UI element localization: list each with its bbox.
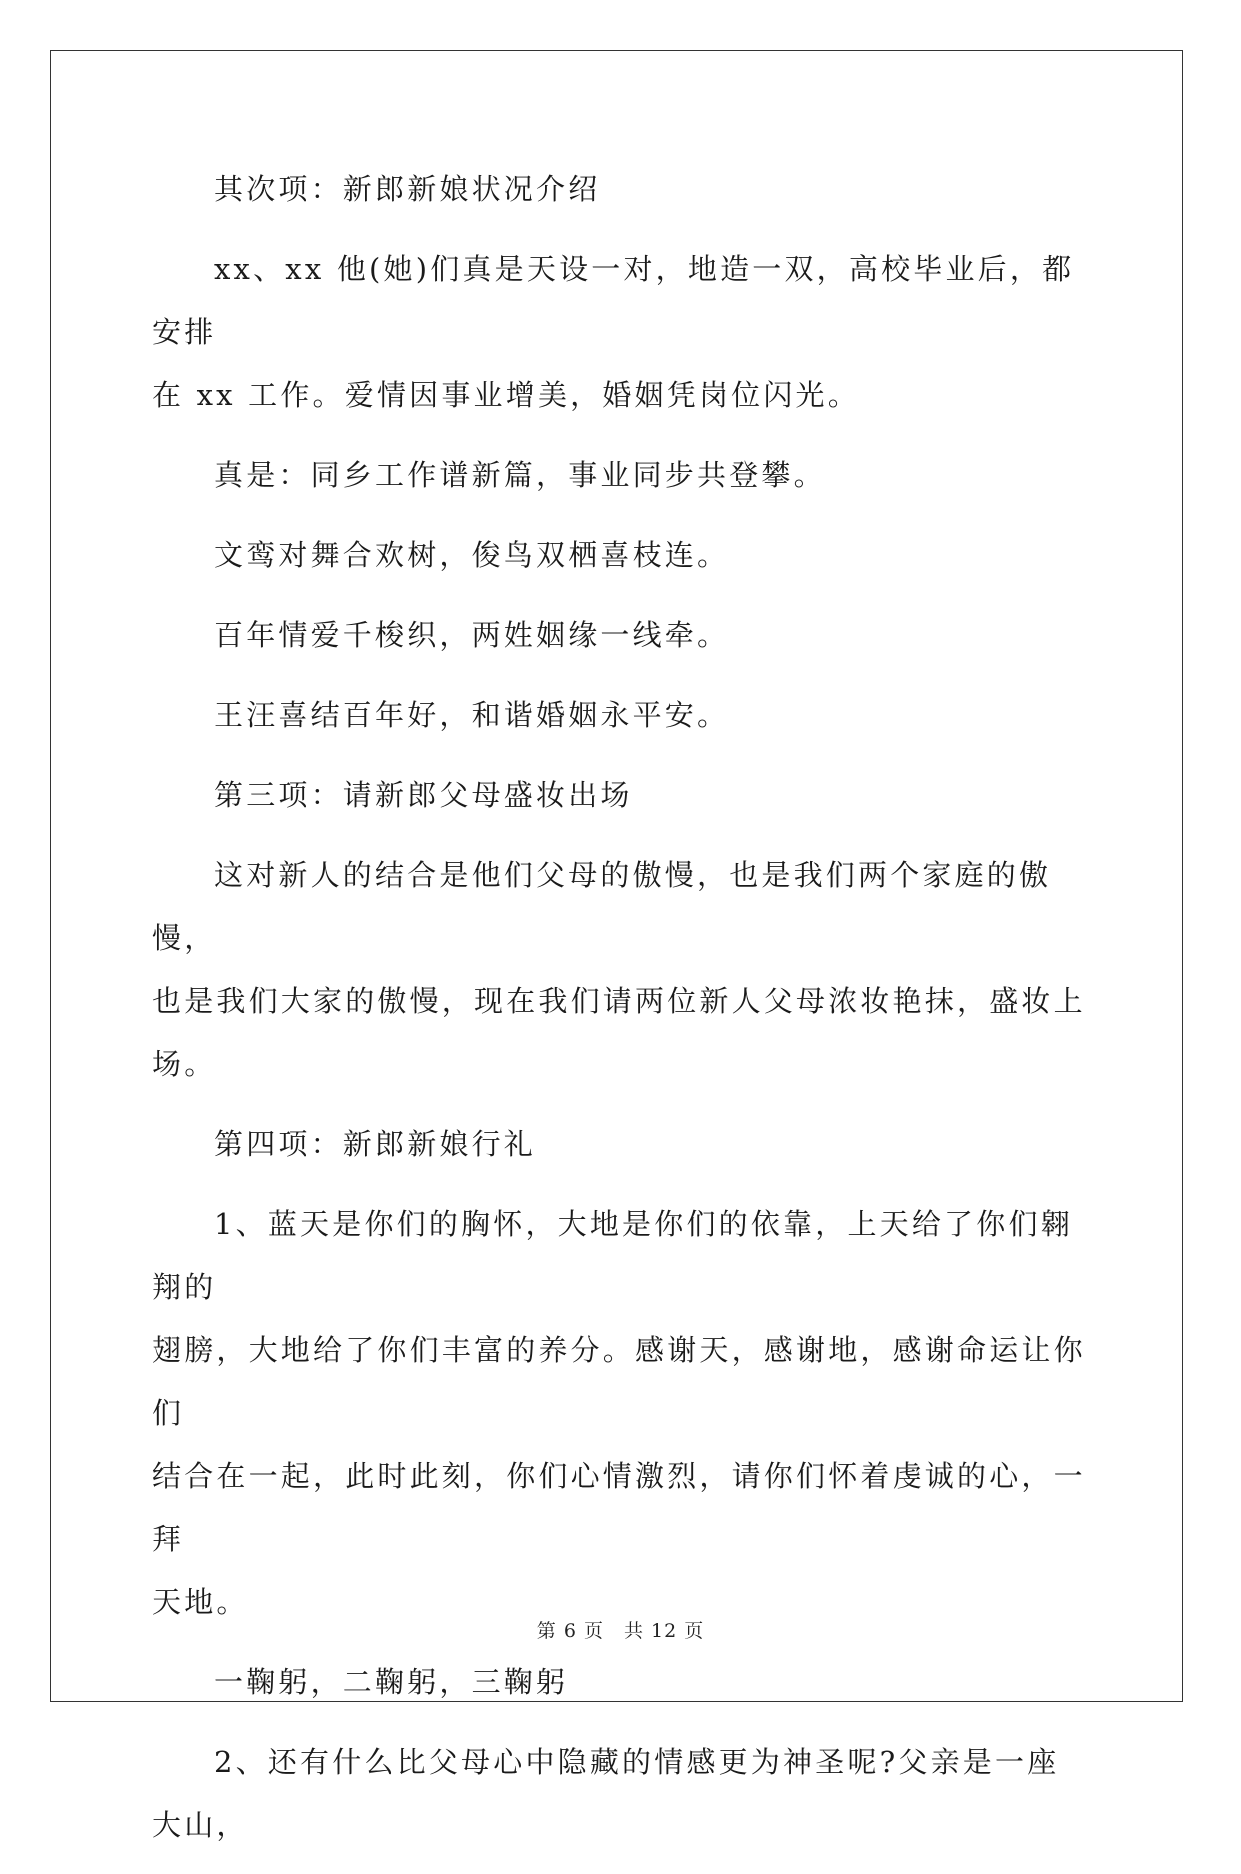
page-number: 第 6 页 共 12 页 — [536, 1620, 705, 1642]
poem-line — [152, 684, 1087, 747]
paragraph-couple-intro — [152, 238, 1087, 427]
text-line: 这对新人的结合是他们父母的傲慢，也是我们两个家庭的傲慢， — [152, 858, 1052, 955]
text-line: 文鸾对舞合欢树，俊鸟双栖喜枝连。 — [214, 538, 730, 572]
poem-line — [152, 444, 1087, 507]
text-line: 翅膀，大地给了你们丰富的养分。感谢天，感谢地，感谢命运让你们 — [152, 1333, 1086, 1430]
text-line: 第四项：新郎新娘行礼 — [214, 1127, 537, 1161]
page-footer — [0, 1616, 1241, 1643]
paragraph-parents-tribute — [152, 1731, 1087, 1857]
text-line: 王汪喜结百年好，和谐婚姻永平安。 — [214, 698, 730, 732]
text-line: 在 xx 工作。爱情因事业增美，婚姻凭岗位闪光。 — [152, 378, 860, 412]
paragraph-parents — [152, 844, 1087, 1096]
heading-section-4 — [152, 1113, 1087, 1176]
heading-section-2 — [152, 158, 1087, 221]
text-line: 1、蓝天是你们的胸怀，大地是你们的依靠，上天给了你们翱翔的 — [152, 1207, 1073, 1304]
paragraph-bows — [152, 1651, 1087, 1714]
text-line: 天地。 — [152, 1585, 249, 1619]
text-line: 第三项：请新郎父母盛妆出场 — [214, 778, 633, 812]
text-line: 结合在一起，此时此刻，你们心情激烈，请你们怀着虔诚的心，一拜 — [152, 1459, 1086, 1556]
text-line: 其次项：新郎新娘状况介绍 — [214, 172, 601, 206]
text-line: 也是我们大家的傲慢，现在我们请两位新人父母浓妆艳抹，盛妆上场。 — [152, 984, 1086, 1081]
text-line: 真是：同乡工作谱新篇，事业同步共登攀。 — [214, 458, 826, 492]
poem-line — [152, 604, 1087, 667]
text-line: xx、xx 他(她)们真是天设一对，地造一双，高校毕业后，都安排 — [152, 252, 1075, 349]
paragraph-bow-heaven-earth — [152, 1193, 1087, 1634]
heading-section-3 — [152, 764, 1087, 827]
text-line: 一鞠躬，二鞠躬，三鞠躬 — [214, 1665, 569, 1699]
text-line: 百年情爱千梭织，两姓姻缘一线牵。 — [214, 618, 730, 652]
text-line: 2、还有什么比父母心中隐藏的情感更为神圣呢?父亲是一座大山， — [152, 1745, 1060, 1842]
poem-line — [152, 524, 1087, 587]
